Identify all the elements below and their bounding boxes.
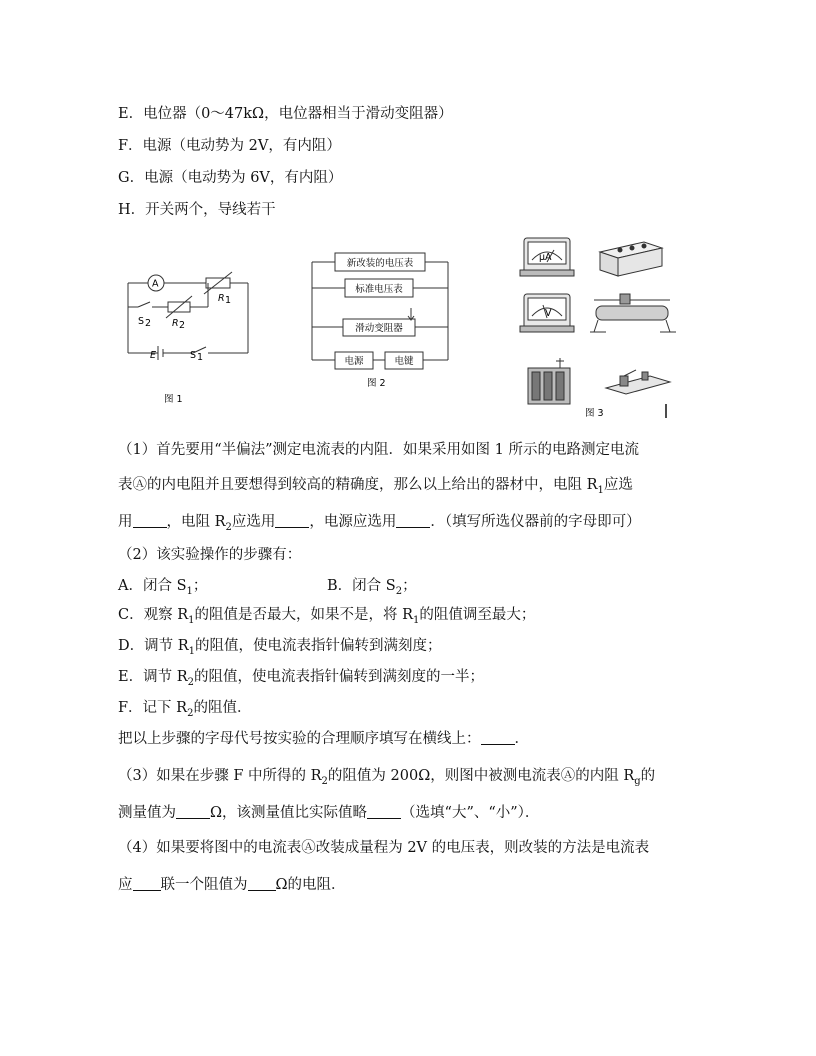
q2-step-d-text: D．调节 R (118, 638, 189, 654)
voltmeter-dial-label: V (545, 308, 552, 319)
q2-step-f-text: F．记下 R (118, 700, 188, 716)
q3-line1-sub2: g (634, 775, 641, 787)
q1-line3-b: ，电阻 R (166, 514, 226, 530)
q2-step-d (118, 634, 442, 657)
figure-3-apparatus (510, 230, 680, 420)
knife-switch-icon (606, 370, 670, 394)
item-e: E．电位器（0～47kΩ，电位器相当于滑动变阻器） (118, 106, 453, 122)
q4-line2-b: 联一个阻值为 (160, 877, 248, 893)
q1-line2-sub: 1 (597, 484, 604, 496)
box-standard-voltmeter: 标准电压表 (355, 284, 403, 295)
q4-line2-c: Ω的电阻． (275, 877, 346, 893)
blank-step-order[interactable] (481, 730, 515, 745)
q1-line2 (118, 473, 633, 496)
blank-measured-value[interactable] (176, 804, 210, 819)
q1-line3-a: 用 (118, 514, 133, 530)
q3-line1-c: 的 (640, 768, 656, 784)
q1-line3-c: 应选用 (231, 514, 276, 530)
item-g: G．电源（电动势为 6V，有内阻） (118, 170, 343, 186)
q2-order (118, 727, 529, 748)
box-new-voltmeter: 新改装的电压表 (346, 258, 414, 269)
s2-label: S (138, 316, 145, 327)
q4-line2-a: 应 (118, 877, 133, 893)
apparatus-drawings (510, 230, 680, 420)
q1-line3-d: ，电源应选用 (309, 514, 397, 530)
q1-line3 (118, 510, 641, 533)
ammeter-label: A (152, 278, 159, 290)
q2-step-f-end: 的阻值． (193, 700, 252, 716)
s1-sub: 1 (197, 352, 204, 363)
rheostat-icon (590, 294, 676, 332)
q2-step-c-end: 的阻值调至最大； (419, 607, 536, 623)
q2-step-f (118, 696, 251, 719)
box-key: 电键 (394, 356, 414, 367)
q1-line2-text: 表Ⓐ的内电阻并且要想得到较高的精确度，那么以上给出的器材中，电阻 R (118, 477, 598, 493)
q2-step-b-sub: 2 (395, 585, 403, 597)
figure-2-block-diagram (305, 248, 455, 393)
r2-label: R (172, 318, 179, 329)
q2-step-e-text: E．调节 R (118, 669, 188, 685)
microammeter-dial-label: μA (539, 252, 552, 263)
figure-1-caption: 图 1 (164, 394, 183, 405)
q4-line1: （4）如果要将图中的电流表Ⓐ改装成量程为 2V 的电压表，则改装的方法是电流表 (118, 840, 650, 856)
battery-icon (528, 358, 570, 404)
q2-step-b-end: ； (402, 578, 417, 594)
q2-title: （2）该实验操作的步骤有： (118, 547, 302, 563)
q2-step-e-sub: 2 (187, 676, 194, 688)
q3-line1 (118, 764, 655, 787)
item-h: H．开关两个，导线若干 (118, 202, 276, 218)
s1-label: S (190, 350, 197, 361)
q2-step-b-text: B．闭合 S (327, 578, 396, 594)
q2-step-a-end: ； (192, 578, 208, 594)
q2-step-f-sub: 2 (187, 707, 194, 719)
box-rheostat: 滑动变阻器 (355, 323, 403, 334)
q1-line3-b-sub: 2 (225, 521, 232, 533)
q2-step-e (118, 665, 484, 688)
circuit-diagram (118, 258, 258, 408)
q3-line2-c: （选填“大”、“小”）． (401, 805, 540, 821)
q2-step-c (118, 603, 535, 626)
q2-step-a (118, 574, 207, 597)
e-label: E (150, 350, 157, 361)
figure-2-caption: 图 2 (367, 378, 386, 389)
q2-step-c-sub2: 1 (413, 614, 420, 626)
box-power: 电源 (344, 356, 364, 367)
q2-step-e-end: 的阻值，使电流表指针偏转到满刻度的一半； (194, 669, 484, 685)
q1-line1: （1）首先要用“半偏法”测定电流表的内阻．如果采用如图 1 所示的电路测定电流 (118, 442, 639, 458)
q2-step-b (327, 574, 417, 597)
blank-resistance[interactable] (248, 876, 276, 891)
q2-step-a-sub: 1 (186, 585, 193, 597)
q2-order-text: 把以上步骤的字母代号按实验的合理顺序填写在横线上： (118, 731, 481, 747)
q2-step-c-text: C．观察 R (118, 607, 189, 623)
q3-line1-sub: 2 (321, 775, 328, 787)
r2-sub: 2 (179, 320, 186, 331)
s2-sub: 2 (145, 318, 152, 329)
figure-1-circuit (118, 258, 258, 408)
q4-line2 (118, 873, 346, 894)
figure-3-caption: 图 3 (585, 408, 604, 419)
q3-line2 (118, 801, 539, 822)
q2-step-c-sub: 1 (188, 614, 195, 626)
q1-line3-e: ．（填写所选仪器前的字母即可） (430, 514, 641, 530)
blank-r1-choice[interactable] (133, 513, 167, 528)
block-diagram (305, 248, 455, 393)
q2-step-c-mid: 的阻值是否最大，如果不是，将 R (194, 607, 414, 623)
q3-line2-b: Ω，该测量值比实际值略 (210, 805, 368, 821)
resistance-box-icon (600, 242, 662, 276)
r1-label: R (218, 293, 225, 304)
blank-connection[interactable] (133, 876, 161, 891)
r1-sub: 1 (225, 295, 232, 306)
q3-line1-b: 的阻值为 200Ω，则图中被测电流表Ⓐ的内阻 R (327, 768, 635, 784)
q1-line2-end: 应选 (603, 477, 633, 493)
blank-compare[interactable] (367, 804, 401, 819)
q3-line2-a: 测量值为 (118, 805, 176, 821)
blank-r2-choice[interactable] (275, 513, 309, 528)
blank-source-choice[interactable] (396, 513, 430, 528)
q3-line1-a: （3）如果在步骤 F 中所得的 R (118, 768, 322, 784)
item-f: F．电源（电动势为 2V，有内阻） (118, 138, 341, 154)
q2-step-d-sub: 1 (188, 645, 196, 657)
q2-order-end: ． (514, 731, 529, 747)
q2-step-d-end: 的阻值，使电流表指针偏转到满刻度； (195, 638, 442, 654)
q2-step-a-text: A．闭合 S (118, 578, 187, 594)
